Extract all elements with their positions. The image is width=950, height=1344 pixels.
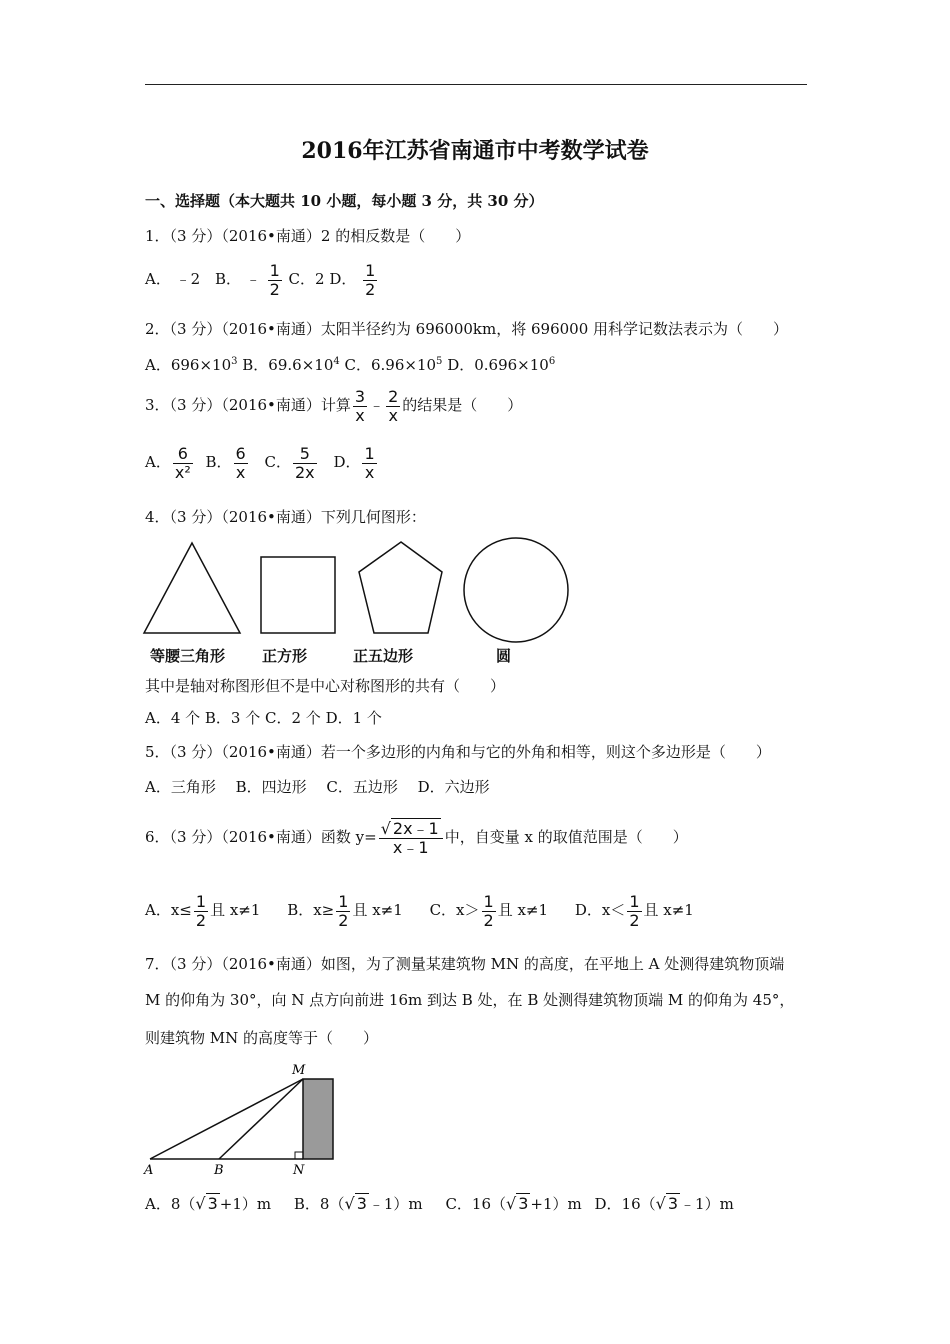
- text-q6-half_num: 1: [338, 892, 349, 911]
- right-angle-mark: [295, 1152, 303, 1159]
- q7-b-prefix: B．8（: [293, 1195, 345, 1213]
- square-shape: [261, 557, 335, 633]
- q6-b-condition: 且 x≠1: [352, 901, 403, 920]
- text-q3-f2_den: x: [388, 405, 398, 425]
- q6-b-fraction: [336, 893, 350, 929]
- text-q3-d_num: 1: [364, 444, 375, 463]
- q3-a-label: A．: [145, 453, 171, 472]
- q6-options: [145, 893, 694, 929]
- label-n: N: [293, 1163, 305, 1178]
- page-title: 2016年江苏省南通市中考数学试卷: [301, 138, 649, 164]
- q2-a-exponent: 3: [231, 356, 238, 367]
- text-q6-half_num: 1: [629, 892, 640, 911]
- q4-options: A．4 个 B．3 个 C．2 个 D．1 个: [145, 709, 382, 727]
- text-q3-c_den: 2x: [295, 462, 315, 482]
- q2-options: [145, 354, 555, 375]
- q4-question: 其中是轴对称图形但不是中心对称图形的共有（ ）: [145, 677, 506, 695]
- q7-d-prefix: D．16（: [594, 1195, 656, 1213]
- q6-a-prefix: A．x≤: [145, 901, 192, 920]
- text-q6-half_den: 2: [338, 910, 349, 930]
- q1-a-label: A．: [145, 270, 171, 289]
- q2-b-option: B．69.6×10: [242, 356, 334, 374]
- text-q6-half_den: 2: [483, 910, 494, 930]
- q7-b-suffix: ﹣1）m: [368, 1195, 423, 1213]
- q6-radicand: 2x﹣1: [392, 819, 439, 838]
- circle-shape: [464, 538, 568, 642]
- q4-stem: 4．（3 分）（2016•南通）下列几何图形：: [145, 508, 426, 526]
- q1-b-sign: ﹣: [245, 270, 261, 289]
- q5-stem: 5．（3 分）（2016•南通）若一个多边形的内角和与它的外角和相等，则这个多边形是（ ）: [145, 743, 771, 761]
- text-q1-d_num: 1: [365, 261, 376, 280]
- text-q3-b_num: 6: [235, 444, 246, 463]
- q3-b-fraction: [234, 445, 248, 481]
- shape-label-pentagon: 正五边形: [353, 647, 414, 665]
- q7-c-suffix: +1）m: [530, 1195, 582, 1213]
- q3-c-label: C．: [264, 453, 291, 472]
- q6-function-fraction: $\frac{√ 2x﹣1}{x﹣1}$: [379, 820, 443, 856]
- line-am: [150, 1079, 303, 1159]
- q2-a-option: A．696×10: [145, 356, 232, 374]
- q7-c-sqrt: √ 3: [506, 1194, 529, 1213]
- q1-d-fraction: [363, 262, 377, 298]
- q3-options: [145, 445, 379, 481]
- text-q3-c_num: 5: [299, 444, 310, 463]
- q7-d-suffix: ﹣1）m: [680, 1195, 734, 1213]
- text-q7-rad: 3: [667, 1194, 679, 1213]
- q7-line-2: M 的仰角为 30°，向 N 点方向前进 16m 到达 B 处，在 B 处测得建筑物顶端 M 的仰角为 45°，: [145, 991, 795, 1009]
- q1-b-label: B．: [214, 270, 241, 289]
- line-bm: [219, 1079, 303, 1159]
- text-q6-half_den: 2: [195, 910, 207, 930]
- text-q3-f1_num: 3: [354, 387, 366, 406]
- q3-d-label: D．: [333, 453, 361, 472]
- q1-d-label: D．: [329, 270, 357, 289]
- q1-a-value: ﹣2: [175, 270, 201, 289]
- text-q6-half_num: 1: [195, 892, 207, 911]
- q6-d-condition: 且 x≠1: [643, 901, 694, 920]
- text-q6-half_num: 1: [483, 892, 494, 911]
- q6-d-prefix: D．x＜: [574, 901, 626, 920]
- label-b: B: [214, 1163, 224, 1178]
- q3-fraction-2: [386, 388, 400, 424]
- q2-d-exponent: 6: [548, 356, 556, 367]
- shape-label-circle: 圆: [496, 647, 512, 665]
- shape-label-triangle: 等腰三角形: [150, 647, 226, 665]
- q3-b-label: B．: [205, 453, 232, 472]
- building-shape: [303, 1079, 333, 1159]
- text-q6-half_den: 2: [629, 910, 640, 930]
- q6-a-fraction: [194, 893, 208, 929]
- text-q3-f1_den: x: [355, 405, 365, 425]
- q6-c-prefix: C．x＞: [429, 901, 480, 920]
- q7-options: [145, 1193, 734, 1214]
- text-q1-b_den: 2: [269, 279, 280, 299]
- q6-a-condition: 且 x≠1: [210, 901, 261, 920]
- text-q7-rad: 3: [207, 1194, 218, 1213]
- q1-c-option: C．2: [288, 270, 325, 289]
- text-q3-f2_num: 2: [388, 387, 399, 406]
- q3-a-fraction: [173, 445, 193, 481]
- q3-c-fraction: [293, 445, 317, 481]
- label-a: A: [144, 1163, 154, 1178]
- text-q7-rad: 3: [356, 1194, 367, 1213]
- text-q3-a_num: 6: [177, 444, 188, 463]
- text-q1-d_den: 2: [365, 279, 376, 299]
- q7-line-3: 则建筑物 MN 的高度等于（ ）: [145, 1029, 379, 1047]
- q7-c-prefix: C．16（: [445, 1195, 507, 1213]
- q1-stem: 1．（3 分）（2016•南通）2 的相反数是（ ）: [145, 227, 471, 245]
- pentagon-shape: [359, 542, 442, 633]
- q6-stem: [145, 820, 688, 856]
- q6-b-prefix: B．x≥: [287, 901, 335, 920]
- q3-minus: ﹣: [369, 396, 385, 415]
- q7-b-sqrt: √ 3: [344, 1194, 367, 1213]
- q5-options: A．三角形 B．四边形 C．五边形 D．六边形: [145, 778, 490, 796]
- q7-a-suffix: +1）m: [219, 1195, 272, 1213]
- q3-stem: [145, 388, 522, 424]
- q3-d-fraction: [362, 445, 376, 481]
- q6-d-fraction: [627, 893, 641, 929]
- q1-b-fraction: [268, 262, 282, 298]
- text-q3-b_den: x: [235, 462, 246, 482]
- q6-stem-suffix: 中，自变量 x 的取值范围是（ ）: [444, 828, 688, 847]
- section-heading: 一、选择题（本大题共 10 小题，每小题 3 分，共 30 分）: [145, 192, 544, 210]
- q2-stem: 2．（3 分）（2016•南通）太阳半径约为 696000km，将 696000 用科学记数法表示为（ ）: [145, 320, 789, 338]
- q3-stem-suffix: 的结果是（ ）: [402, 396, 523, 415]
- label-m: M: [292, 1063, 306, 1078]
- shape-label-square: 正方形: [262, 647, 308, 665]
- q3-fraction-1: [353, 388, 367, 424]
- text-q3-a_den: x²: [174, 462, 191, 482]
- q2-c-exponent: 5: [436, 356, 443, 367]
- q7-building-figure: [140, 1058, 350, 1178]
- q6-denominator: x﹣1: [392, 837, 429, 857]
- q6-stem-prefix: 6．（3 分）（2016•南通）函数 y=: [145, 828, 377, 847]
- q3-stem-prefix: 3．（3 分）（2016•南通）计算: [145, 396, 351, 415]
- q2-b-exponent: 4: [333, 356, 340, 367]
- q7-d-sqrt: √ 3: [655, 1194, 679, 1213]
- q2-d-option: D．0.696×10: [447, 356, 549, 374]
- q6-c-condition: 且 x≠1: [497, 901, 549, 920]
- q7-a-prefix: A．8（: [145, 1195, 196, 1213]
- text-q1-b_num: 1: [269, 261, 280, 280]
- q7-a-sqrt: √ 3: [195, 1194, 218, 1213]
- q2-c-option: C．6.96×10: [344, 356, 437, 374]
- q7-line-1: 7．（3 分）（2016•南通）如图，为了测量某建筑物 MN 的高度，在平地上 A 处测得建筑物顶端: [145, 955, 785, 973]
- q1-options: [145, 262, 379, 298]
- isosceles-triangle-shape: [144, 543, 240, 633]
- header-rule: [145, 84, 807, 85]
- q6-c-fraction: [482, 893, 496, 929]
- text-q3-d_den: x: [364, 462, 375, 482]
- text-q7-rad: 3: [518, 1194, 529, 1213]
